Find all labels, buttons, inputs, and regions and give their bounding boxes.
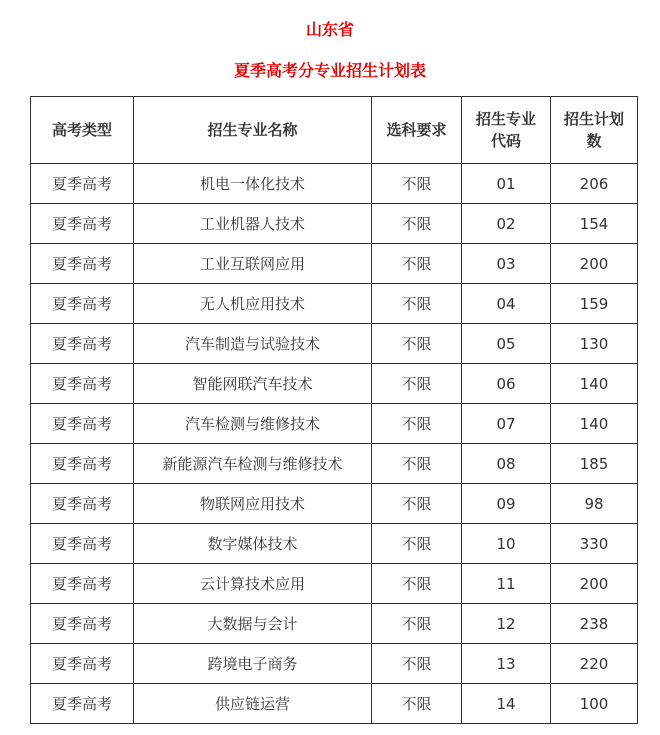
cell-plan-count: 140 (551, 404, 638, 444)
table-title: 夏季高考分专业招生计划表 (233, 61, 426, 80)
table-body (31, 164, 638, 724)
column-header-major-code-label: 招生专业代码 (475, 110, 536, 150)
cell-major-code: 02 (462, 204, 551, 244)
cell-subject-requirement: 不限 (372, 324, 462, 364)
cell-exam-type: 夏季高考 (31, 404, 134, 444)
cell-subject-requirement: 不限 (372, 684, 462, 724)
cell-exam-type: 夏季高考 (31, 204, 134, 244)
cell-major-name: 新能源汽车检测与维修技术 (134, 444, 372, 484)
cell-subject-requirement: 不限 (372, 404, 462, 444)
cell-plan-count: 154 (551, 204, 638, 244)
header-row (31, 97, 638, 164)
cell-plan-count: 238 (551, 604, 638, 644)
cell-plan-count: 206 (551, 164, 638, 204)
cell-plan-count: 200 (551, 244, 638, 284)
column-header-plan-count (551, 97, 638, 164)
cell-exam-type: 夏季高考 (31, 244, 134, 284)
cell-major-name: 跨境电子商务 (134, 644, 372, 684)
cell-plan-count: 200 (551, 564, 638, 604)
cell-major-name: 大数据与会计 (134, 604, 372, 644)
cell-major-code: 05 (462, 324, 551, 364)
cell-subject-requirement: 不限 (372, 524, 462, 564)
column-header-subject-requirement: 选科要求 (372, 97, 462, 164)
column-header-major-code (462, 97, 551, 164)
cell-plan-count: 185 (551, 444, 638, 484)
table-row (31, 564, 638, 604)
cell-subject-requirement: 不限 (372, 204, 462, 244)
cell-exam-type: 夏季高考 (31, 684, 134, 724)
cell-major-name: 数字媒体技术 (134, 524, 372, 564)
cell-exam-type: 夏季高考 (31, 364, 134, 404)
cell-major-name: 工业机器人技术 (134, 204, 372, 244)
cell-plan-count: 100 (551, 684, 638, 724)
cell-exam-type: 夏季高考 (31, 324, 134, 364)
cell-major-code: 01 (462, 164, 551, 204)
table-row (31, 324, 638, 364)
province-title: 山东省 (305, 20, 354, 39)
cell-exam-type: 夏季高考 (31, 444, 134, 484)
cell-major-code: 13 (462, 644, 551, 684)
cell-major-name: 汽车制造与试验技术 (134, 324, 372, 364)
cell-major-code: 11 (462, 564, 551, 604)
table-row (31, 524, 638, 564)
table-row (31, 244, 638, 284)
cell-exam-type: 夏季高考 (31, 604, 134, 644)
table-row (31, 684, 638, 724)
cell-exam-type: 夏季高考 (31, 564, 134, 604)
cell-exam-type: 夏季高考 (31, 284, 134, 324)
cell-major-name: 机电一体化技术 (134, 164, 372, 204)
cell-major-name: 物联网应用技术 (134, 484, 372, 524)
cell-exam-type: 夏季高考 (31, 164, 134, 204)
table-row (31, 404, 638, 444)
cell-major-code: 10 (462, 524, 551, 564)
cell-plan-count: 98 (551, 484, 638, 524)
enrollment-plan-table (30, 96, 638, 724)
cell-major-name: 云计算技术应用 (134, 564, 372, 604)
cell-subject-requirement: 不限 (372, 364, 462, 404)
cell-major-code: 04 (462, 284, 551, 324)
cell-major-name: 汽车检测与维修技术 (134, 404, 372, 444)
cell-major-name: 无人机应用技术 (134, 284, 372, 324)
table-row (31, 164, 638, 204)
table-row (31, 364, 638, 404)
cell-plan-count: 140 (551, 364, 638, 404)
cell-major-code: 03 (462, 244, 551, 284)
cell-subject-requirement: 不限 (372, 564, 462, 604)
cell-major-name: 智能网联汽车技术 (134, 364, 372, 404)
cell-exam-type: 夏季高考 (31, 644, 134, 684)
table-row (31, 284, 638, 324)
cell-exam-type: 夏季高考 (31, 484, 134, 524)
column-header-major-name: 招生专业名称 (134, 97, 372, 164)
table-row (31, 644, 638, 684)
cell-major-code: 08 (462, 444, 551, 484)
cell-major-code: 06 (462, 364, 551, 404)
cell-major-code: 14 (462, 684, 551, 724)
cell-exam-type: 夏季高考 (31, 524, 134, 564)
cell-major-code: 09 (462, 484, 551, 524)
table-row (31, 444, 638, 484)
cell-major-name: 供应链运营 (134, 684, 372, 724)
cell-plan-count: 220 (551, 644, 638, 684)
table-row (31, 204, 638, 244)
cell-subject-requirement: 不限 (372, 284, 462, 324)
cell-subject-requirement: 不限 (372, 244, 462, 284)
cell-subject-requirement: 不限 (372, 444, 462, 484)
cell-major-code: 07 (462, 404, 551, 444)
table-header (31, 97, 638, 164)
cell-subject-requirement: 不限 (372, 604, 462, 644)
column-header-exam-type: 高考类型 (31, 97, 134, 164)
cell-plan-count: 130 (551, 324, 638, 364)
table-row (31, 484, 638, 524)
cell-major-code: 12 (462, 604, 551, 644)
cell-plan-count: 330 (551, 524, 638, 564)
cell-subject-requirement: 不限 (372, 164, 462, 204)
cell-subject-requirement: 不限 (372, 484, 462, 524)
column-header-plan-count-label: 招生计划数 (563, 110, 624, 150)
cell-major-name: 工业互联网应用 (134, 244, 372, 284)
cell-subject-requirement: 不限 (372, 644, 462, 684)
table-row (31, 604, 638, 644)
cell-plan-count: 159 (551, 284, 638, 324)
